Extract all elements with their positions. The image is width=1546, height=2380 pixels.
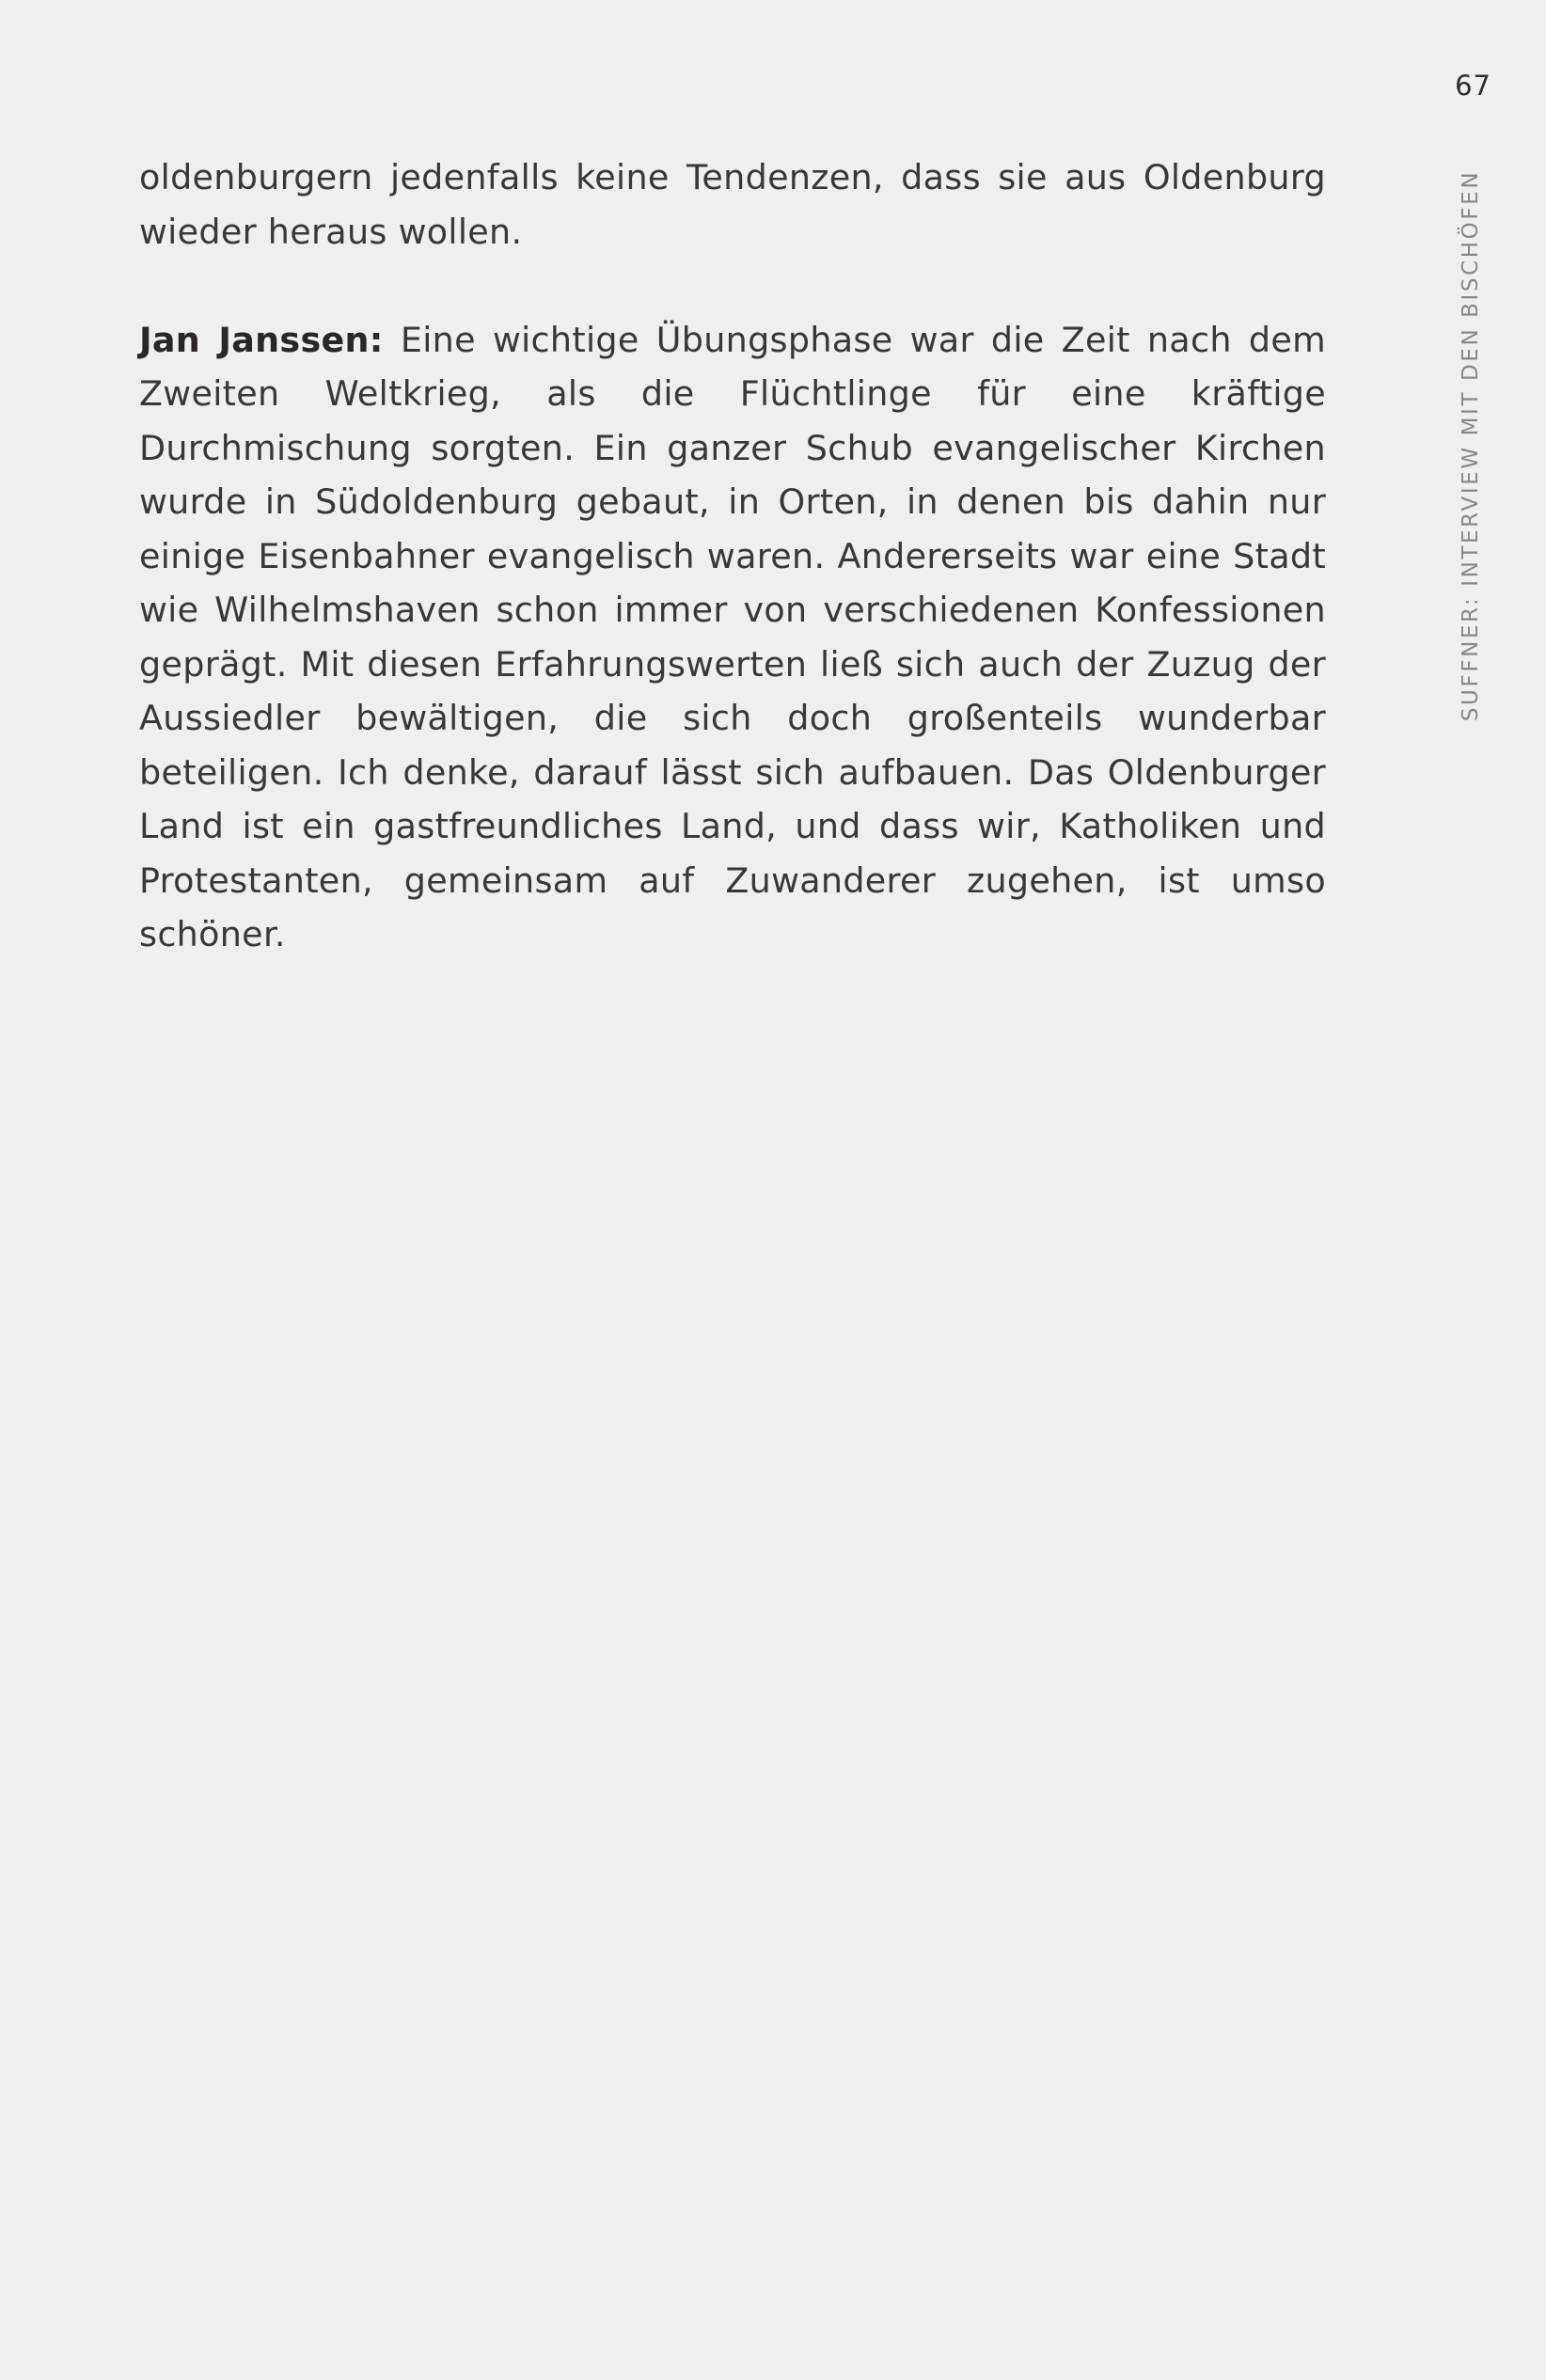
paragraph-2-text: Eine wichtige Übungsphase war die Zeit nach dem Zweiten Weltkrieg, als die Flüchtlinge für eine kräftige Durchmischung sorgten. Ein ganzer Schub evangelischer Kirchen wurde in Südoldenburg gebaut, in Orten, in denen bis dahin nur einige Eisenbahner evangelisch waren. Andererseits war eine Stadt wie Wilhelmshaven schon immer von verschiedenen Konfessionen geprägt. Mit diesen Erfahrungswerten ließ sich auch der Zuzug der Aussiedler bewältigen, die sich doch großenteils wunderbar beteiligen. Ich denke, darauf lässt sich aufbauen. Das Oldenburger Land ist ein gastfreundliches Land, und dass wir, Katholiken und Protestanten, gemeinsam auf Zuwanderer zugehen, ist umso schöner. xyxy=(139,319,1326,954)
speaker-name: Jan Janssen: xyxy=(139,319,384,360)
body-text xyxy=(139,150,1326,962)
paragraph-1: oldenburgern jedenfalls keine Tendenzen, dass sie aus Oldenburg wieder heraus wollen. xyxy=(139,157,1326,252)
paragraph-2 xyxy=(139,313,1326,962)
running-header: SUFFNER: INTERVIEW MIT DEN BISCHÖFEN xyxy=(1459,169,1483,722)
page-number: 67 xyxy=(1455,70,1491,102)
